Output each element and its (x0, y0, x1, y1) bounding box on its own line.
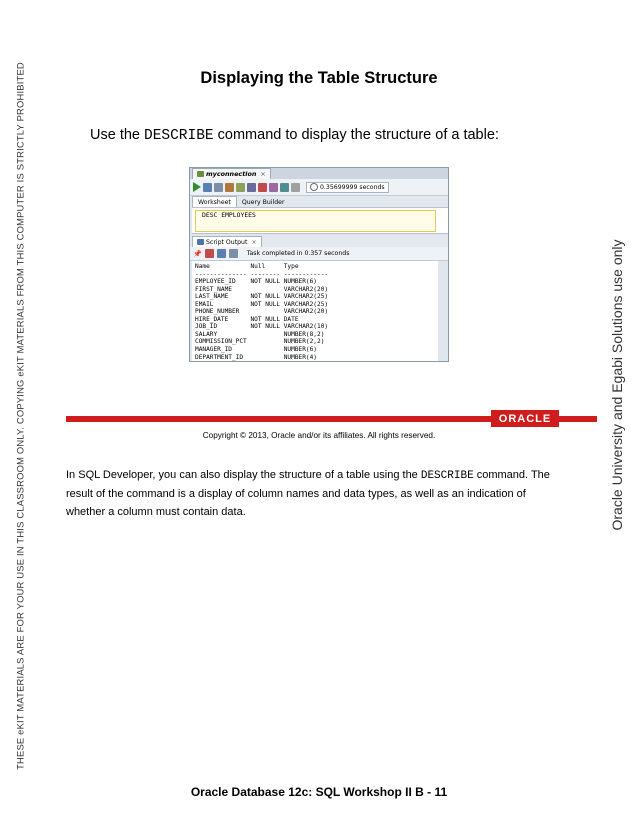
para-code: DESCRIBE (420, 470, 474, 482)
connection-tabbar (190, 168, 448, 179)
run-statement-icon[interactable] (193, 182, 201, 192)
timer-value: 0.35699999 seconds (320, 183, 385, 191)
body-paragraph (66, 466, 566, 521)
sql-tuning-icon[interactable] (269, 183, 278, 192)
sql-developer-window (189, 167, 449, 362)
output-line: SALARY NUMBER(8,2) (195, 330, 325, 338)
run-script-icon[interactable] (203, 183, 212, 192)
lead-after: command to display the structure of a table: (213, 127, 499, 143)
output-line: Name Null Type (195, 263, 299, 270)
page-footer: Oracle Database 12c: SQL Workshop II B - 11 (190, 785, 448, 799)
para-part-2: command. The result of the command is a display of column names and data types, as well as an indication of whether a column must contain data. (66, 469, 550, 518)
output-line: DEPARTMENT_ID NUMBER(4) (195, 353, 318, 361)
script-output-label: Script Output (206, 238, 248, 246)
page-title: Displaying the Table Structure (200, 69, 438, 87)
close-icon[interactable]: × (251, 238, 257, 246)
editor-code: DESC EMPLOYEES (202, 211, 256, 219)
print-icon[interactable] (229, 249, 238, 258)
output-line: MANAGER_ID NUMBER(6) (195, 346, 318, 354)
history-icon[interactable] (280, 183, 289, 192)
lead-sentence (90, 127, 499, 144)
close-icon[interactable]: × (260, 170, 266, 178)
pin-icon[interactable]: 📌 (193, 249, 202, 258)
connection-tab-label: myconnection (206, 170, 257, 178)
output-line: EMAIL NOT NULL VARCHAR2(25) (195, 300, 329, 308)
status-text: Task completed in 0.357 seconds (246, 250, 350, 257)
output-line: COMMISSION_PCT NUMBER(2,2) (195, 338, 325, 346)
tab-query-builder[interactable]: Query Builder (241, 198, 285, 206)
output-line: PHONE_NUMBER VARCHAR2(20) (195, 308, 329, 316)
script-output-panel (192, 261, 438, 362)
connection-tab[interactable] (192, 168, 271, 179)
describe-output (192, 261, 438, 362)
output-line: EMPLOYEE_ID NOT NULL NUMBER(6) (195, 278, 318, 286)
tab-worksheet[interactable]: Worksheet (192, 196, 237, 207)
save-icon[interactable] (217, 249, 226, 258)
format-icon[interactable] (291, 183, 300, 192)
oracle-logo: ORACLE (491, 410, 559, 427)
side-watermark-right (604, 225, 630, 545)
output-line: FIRST_NAME VARCHAR2(20) (195, 285, 329, 293)
para-part-1: In SQL Developer, you can also display the structure of a table using the (66, 469, 421, 481)
explain-plan-icon[interactable] (236, 183, 245, 192)
rollback-icon[interactable] (225, 183, 234, 192)
clock-icon (310, 183, 318, 191)
clear-output-icon[interactable] (205, 249, 214, 258)
output-line: HIRE_DATE NOT NULL DATE (195, 315, 299, 323)
worksheet-subtabs (190, 196, 448, 207)
execution-timer (306, 182, 389, 193)
lead-code: DESCRIBE (144, 128, 214, 144)
side-watermark-text: THESE eKIT MATERIALS ARE FOR YOUR USE IN THIS CLASSROOM ONLY. COPYING eKIT MATERIALS FROM THIS COMPUTER IS STRICTLY PROHIBITED (14, 62, 26, 770)
autotrace-icon[interactable] (247, 183, 256, 192)
script-output-icon (197, 239, 204, 245)
output-line: LAST_NAME NOT NULL VARCHAR2(25) (195, 293, 329, 301)
side-watermark-right-text: Oracle University and Egabi Solutions use only (609, 239, 625, 531)
connection-icon (197, 171, 204, 177)
output-toolbar (190, 247, 448, 261)
output-tabbar (190, 236, 448, 247)
worksheet-toolbar (190, 179, 448, 196)
side-watermark-left (8, 16, 32, 816)
copyright-notice: Copyright © 2013, Oracle and/or its affiliates. All rights reserved. (202, 431, 436, 440)
commit-icon[interactable] (214, 183, 223, 192)
sql-editor[interactable] (192, 207, 448, 234)
output-line: JOB_ID NOT NULL VARCHAR2(10) (195, 323, 329, 331)
clear-icon[interactable] (258, 183, 267, 192)
tab-script-output[interactable] (192, 236, 262, 247)
output-line: -------------- -------- ------------ (195, 270, 329, 278)
lead-before: Use the (90, 127, 144, 143)
